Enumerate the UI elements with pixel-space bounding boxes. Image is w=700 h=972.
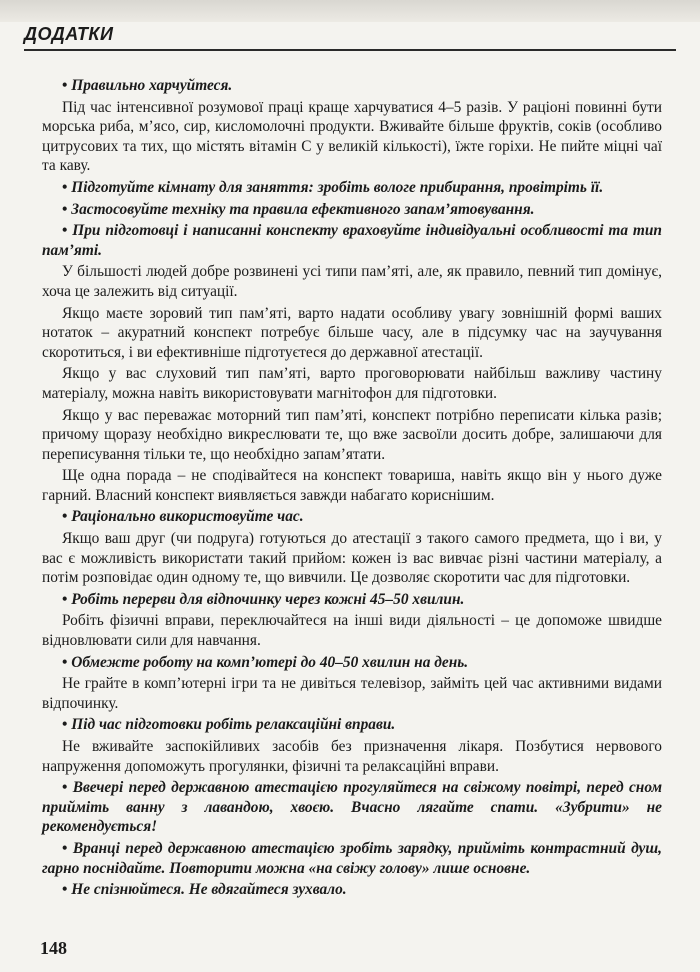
body-paragraph <box>42 674 662 713</box>
bullet-icon: • <box>62 653 68 671</box>
body-paragraph <box>42 262 662 301</box>
paragraph-text: Робіть перерви для відпочинку через кожні 45–50 хвилин. <box>71 590 465 608</box>
paragraph-text: Вранці перед державною атестацією зробіть зарядку, прийміть контрастний душ, гарно поснідайте. Повторити можна «на свіжу голову» лише основне. <box>42 839 662 877</box>
body-paragraph <box>42 98 662 176</box>
paragraph-text: Ще одна порада – не сподівайтеся на конспект товариша, навіть якщо він у нього дуже гарний. Власний конспект виявляється завжди набагато кориснішим. <box>42 467 662 504</box>
bullet-paragraph <box>42 715 662 735</box>
paragraph-text: Не грайте в комп’ютерні ігри та не дивіться телевізор, займіть цей час активними видами відпочинку. <box>42 675 662 712</box>
paragraph-text: Під час інтенсивної розумової праці краще харчуватися 4–5 разів. У раціоні повинні бути морська риба, м’ясо, сир, кисломолочні продукти. Вживайте більше фруктів, соків (особливо цитрусових та тих, що містять вітамін С у великій кількості), їжте горіхи. Не пийте міцні чаї та каву. <box>42 98 662 175</box>
paragraph-text: Якщо у вас переважає моторний тип пам’яті, конспект потрібно переписати кілька разів; причому щоразу необхідно викреслювати те, що вже засвоїли досить добре, залишаючи для переписування тільки те, що необхідно запам’ятати. <box>42 406 662 463</box>
paragraph-text: Робіть фізичні вправи, переключайтеся на інші види діяльності – це допоможе швидше відновлювати сили для навчання. <box>42 612 662 650</box>
bullet-icon: • <box>62 508 68 526</box>
paragraph-text: Не вживайте заспокійливих засобів без призначення лікаря. Позбутися нервового напруження допоможуть прогулянки, фізичні та релаксаційні вправи. <box>42 738 662 775</box>
body-paragraph <box>42 364 662 403</box>
paragraph-text: Застосовуйте техніку та правила ефективного запам’ятовування. <box>71 200 535 218</box>
body-paragraph <box>42 406 662 465</box>
body-paragraph <box>42 611 662 650</box>
body-paragraph <box>42 737 662 776</box>
running-header <box>24 24 676 51</box>
body-paragraph <box>42 304 662 363</box>
bullet-icon: • <box>62 839 68 857</box>
page-number: 148 <box>40 938 67 958</box>
section-title: ДОДАТКИ <box>24 24 114 44</box>
bullet-paragraph <box>42 507 662 527</box>
paragraph-text: Ввечері перед державною атестацією прогуляйтеся на свіжому повітрі, перед сном прийміть ванну з лавандою, хвоєю. Вчасно лягайте спати. «Зубрити» не рекомендується! <box>42 779 662 836</box>
body-text <box>42 76 662 902</box>
bullet-icon: • <box>62 200 68 218</box>
bullet-icon: • <box>62 716 68 734</box>
paragraph-text: Обмежте роботу на комп’ютері до 40–50 хвилин на день. <box>71 653 469 671</box>
paragraph-text: Підготуйте кімнату для заняття: зробіть вологе прибирання, провітріть її. <box>71 178 604 196</box>
bullet-paragraph <box>42 880 662 900</box>
bullet-paragraph <box>42 590 662 610</box>
paragraph-text: Раціонально використовуйте час. <box>71 508 304 526</box>
paragraph-text: Якщо маєте зоровий тип пам’яті, варто надати особливу увагу зовнішній формі ваших нотаток – акуратний конспект потребує більше часу, але в підсумку час на заучування скоротиться, і ви ефективніше підготуєтеся до державної атестації. <box>42 304 662 361</box>
bullet-icon: • <box>62 222 68 240</box>
paragraph-text: Якщо ваш друг (чи подруга) готуються до атестації з такого самого предмета, що і ви, у вас є можливість використати такий прийом: кожен із вас вивчає різні частини матеріалу, а потім розповідає один одному те, що вивчили. Це дозволяє скоротити час для підготовки. <box>42 530 662 587</box>
bullet-paragraph <box>42 653 662 673</box>
bullet-paragraph <box>42 76 662 96</box>
paragraph-text: Якщо у вас слуховий тип пам’яті, варто проговорювати найбільш важливу частину матеріалу, можна навіть використовувати магнітофон для підготовки. <box>42 365 662 402</box>
bullet-icon: • <box>62 178 68 196</box>
bullet-icon: • <box>62 77 68 94</box>
scan-top-strip <box>0 0 700 22</box>
bullet-paragraph <box>42 839 662 878</box>
paragraph-text: При підготовці і написанні конспекту враховуйте індивідуальні особливості та тип пам’яті. <box>42 222 662 259</box>
body-paragraph <box>42 466 662 505</box>
bullet-icon: • <box>62 590 68 608</box>
bullet-icon: • <box>62 881 68 899</box>
paragraph-text: Не спізнюйтеся. Не вдягайтеся зухвало. <box>71 881 347 899</box>
bullet-paragraph <box>42 178 662 198</box>
paragraph-text: У більшості людей добре розвинені усі типи пам’яті, але, як правило, певний тип домінує, хоча це залежить від ситуації. <box>42 263 662 300</box>
paragraph-text: Правильно харчуйтеся. <box>71 77 233 94</box>
bullet-icon: • <box>62 779 68 797</box>
bullet-paragraph <box>42 200 662 220</box>
bullet-paragraph <box>42 221 662 260</box>
paragraph-text: Під час підготовки робіть релаксаційні вправи. <box>71 716 396 734</box>
body-paragraph <box>42 529 662 588</box>
bullet-paragraph <box>42 778 662 837</box>
